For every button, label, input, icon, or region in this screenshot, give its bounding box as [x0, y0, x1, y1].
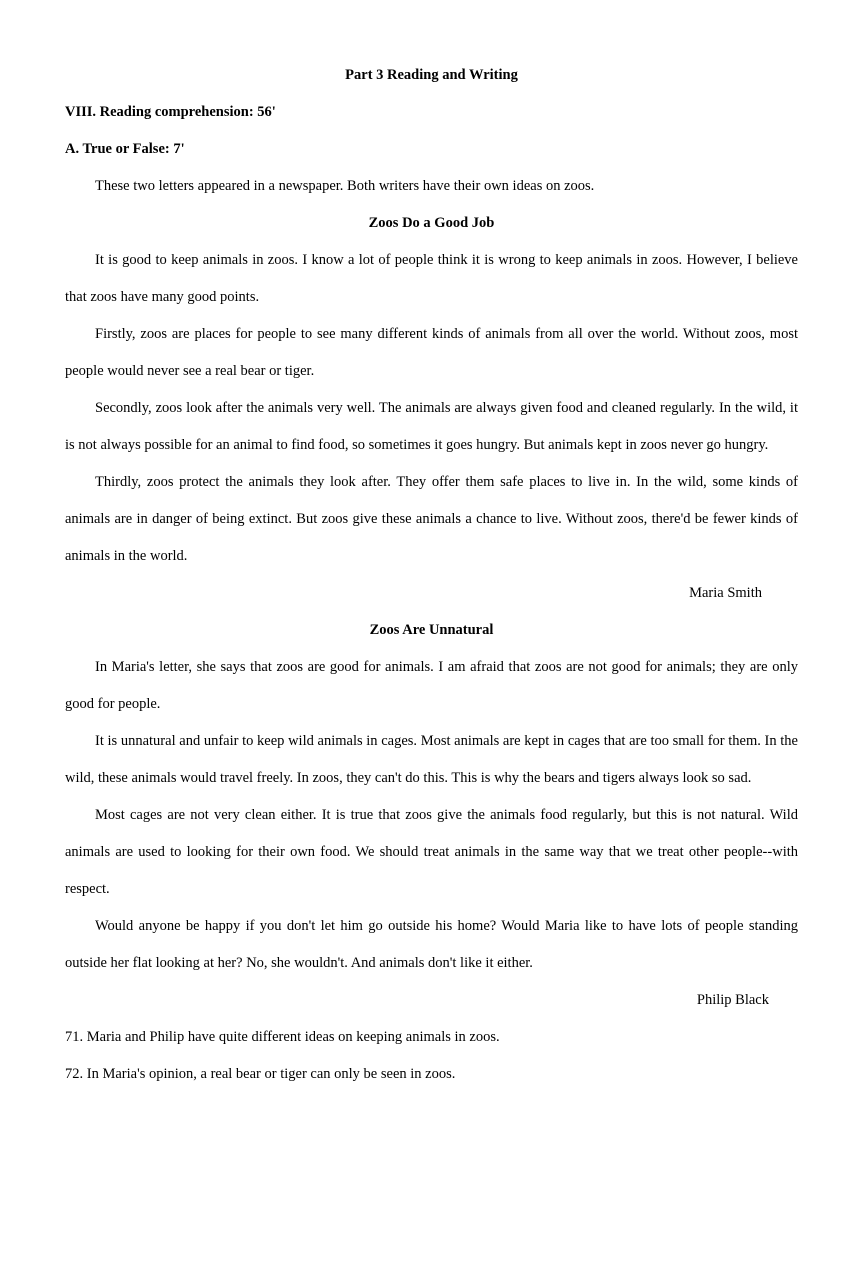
document-page [0, 57, 860, 1273]
letter1-paragraph: Thirdly, zoos protect the animals they look after. They offer them safe places to live in. In the wild, some kinds of animals are in danger of being extinct. But zoos give these animals a chance to live. Without zoos, there'd be fewer kinds of animals in the world. [65, 474, 798, 564]
letter2-paragraph: Most cages are not very clean either. It is true that zoos give the animals food regularly, but this is not natural. Wild animals are used to looking for their own food. We should treat animals in the same way that we treat other people--with respect. [65, 807, 798, 897]
question-item: 72. In Maria's opinion, a real bear or tiger can only be seen in zoos. [65, 1066, 456, 1082]
part-title: Part 3 Reading and Writing [345, 67, 518, 83]
letter2-paragraph: Would anyone be happy if you don't let him go outside his home? Would Maria like to have lots of people standing outside her flat looking at her? No, she wouldn't. And animals don't like it either. [65, 918, 798, 971]
letter2-title: Zoos Are Unnatural [369, 622, 494, 638]
subsection-title: A. True or False: 7' [65, 141, 185, 157]
question-item: 71. Maria and Philip have quite different ideas on keeping animals in zoos. [65, 1029, 500, 1045]
letter2-signature: Philip Black [696, 992, 769, 1008]
letter1-paragraph: It is good to keep animals in zoos. I know a lot of people think it is wrong to keep animals in zoos. However, I believe that zoos have many good points. [65, 252, 798, 305]
letter2-paragraph: In Maria's letter, she says that zoos are good for animals. I am afraid that zoos are not good for animals; they are only good for people. [65, 659, 798, 712]
section-title: VIII. Reading comprehension: 56' [65, 104, 276, 120]
letter2-paragraph: It is unnatural and unfair to keep wild animals in cages. Most animals are kept in cages that are too small for them. In the wild, these animals would travel freely. In zoos, they can't do this. This is why the bears and tigers always look so sad. [65, 733, 798, 786]
letter1-signature: Maria Smith [689, 585, 762, 601]
letter1-title: Zoos Do a Good Job [368, 215, 495, 231]
letter1-paragraph: Firstly, zoos are places for people to see many different kinds of animals from all over the world. Without zoos, most people would never see a real bear or tiger. [65, 326, 798, 379]
letter1-paragraph: Secondly, zoos look after the animals very well. The animals are always given food and cleaned regularly. In the wild, it is not always possible for an animal to find food, so sometimes it goes hungry. But animals kept in zoos never go hungry. [65, 400, 798, 453]
intro-paragraph: These two letters appeared in a newspaper. Both writers have their own ideas on zoos. [95, 178, 595, 194]
